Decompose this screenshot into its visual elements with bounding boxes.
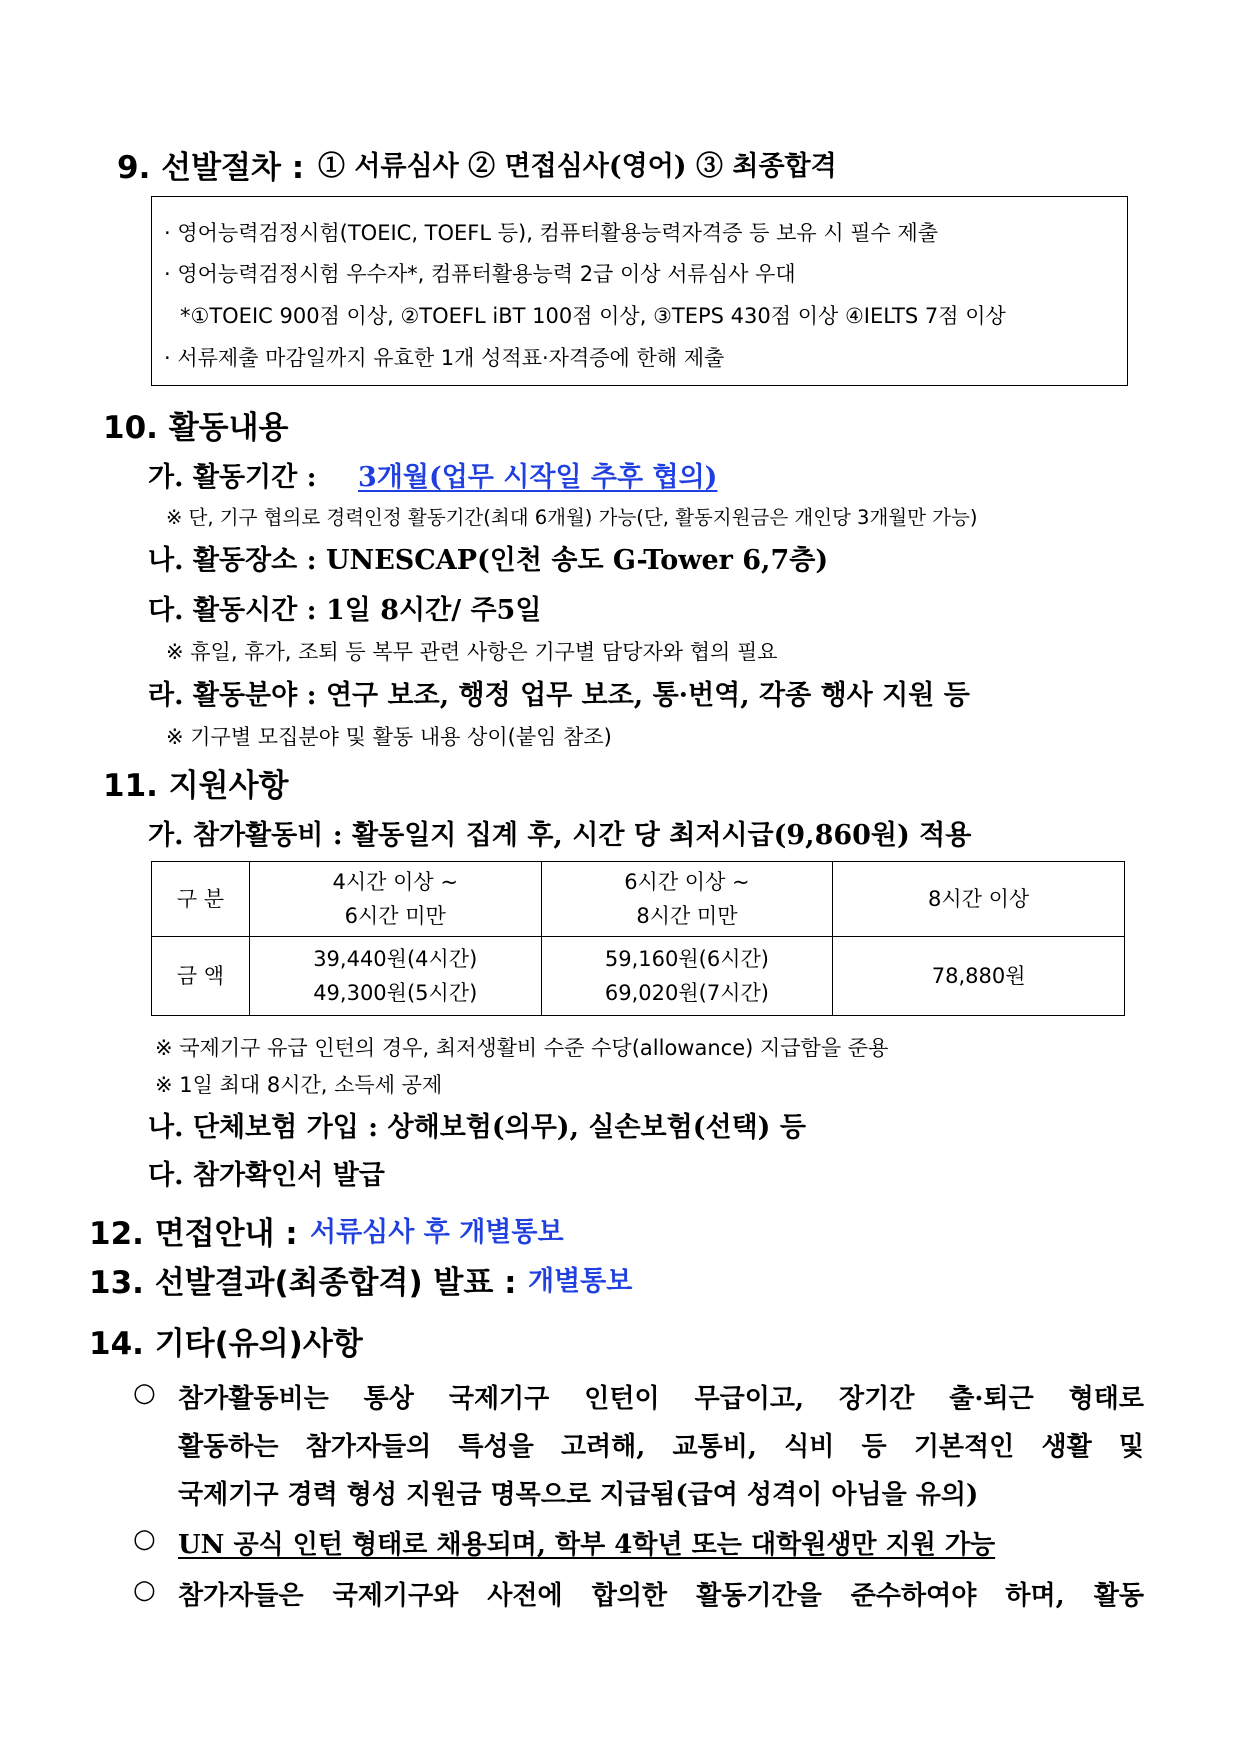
section-11-heading: 11. 지원사항 (103, 768, 289, 804)
amount-line: 59,160원(6시간) (604, 947, 769, 971)
interview-notice-value: 서류심사 후 개별통보 (310, 1217, 564, 1248)
header-line: 6시간 이상 ~ (624, 870, 750, 894)
payment-table (151, 861, 1125, 1016)
table-cell-4to6 (249, 937, 541, 1016)
amount-line: 69,020원(7시간) (604, 981, 769, 1005)
section-9-heading: 9. 선발절차 : (117, 150, 305, 186)
table-header-category: 구 분 (152, 862, 250, 937)
header-line: 6시간 미만 (344, 904, 446, 928)
notice-paragraph-1-line-3: 국제기구 경력 형성 지원금 명목으로 지급됨(급여 성격이 아님을 유의) (178, 1480, 979, 1510)
section-14-heading: 14. 기타(유의)사항 (89, 1326, 363, 1362)
table-header-6to8 (541, 862, 833, 937)
requirement-line: · 영어능력검정시험(TOEIC, TOEFL 등), 컴퓨터활용능력자격증 등 보유 시 필수 제출 (164, 221, 939, 245)
activity-period-note: ※ 단, 기구 협의로 경력인정 활동기간(최대 6개월) 가능(단, 활동지원금은 개인당 3개월만 가능) (166, 506, 978, 529)
activity-period-label: 가. 활동기간 : (148, 462, 317, 493)
participation-certificate: 다. 참가확인서 발급 (148, 1160, 385, 1191)
notice-paragraph-1-line-2: 활동하는 참가자들의 특성을 고려해, 교통비, 식비 등 기본적인 생활 및 (178, 1432, 1144, 1462)
requirement-footnote: *①TOEIC 900점 이상, ②TOEFL iBT 100점 이상, ③TEPS 430점 이상 ④IELTS 7점 이상 (180, 304, 1006, 328)
participation-fee: 가. 참가활동비 : 활동일지 집계 후, 시간 당 최저시급(9,860원) 적용 (148, 820, 972, 851)
section-13-heading: 13. 선발결과(최종합격) 발표 : (89, 1265, 517, 1301)
bullet-icon: ○ (133, 1378, 156, 1408)
amount-line: 39,440원(4시간) (313, 947, 478, 971)
table-header-4to6 (249, 862, 541, 937)
table-row-label-amount: 금 액 (152, 937, 250, 1016)
activity-hours-note: ※ 휴일, 휴가, 조퇴 등 복무 관련 사항은 기구별 담당자와 협의 필요 (166, 640, 778, 664)
header-line: 4시간 이상 ~ (332, 870, 458, 894)
table-cell-8plus: 78,880원 (833, 937, 1125, 1016)
notice-paragraph-1-line-1: 참가활동비는 통상 국제기구 인턴이 무급이고, 장기간 출·퇴근 형태로 (178, 1384, 1144, 1414)
notice-paragraph-3: 참가자들은 국제기구와 사전에 합의한 활동기간을 준수하여야 하며, 활동 (178, 1581, 1144, 1611)
section-12-heading: 12. 면접안내 : (89, 1216, 298, 1252)
requirements-box (151, 196, 1128, 386)
result-notice-value: 개별통보 (528, 1266, 633, 1297)
bullet-icon: ○ (133, 1524, 156, 1554)
activity-place: 나. 활동장소 : UNESCAP(인천 송도 G-Tower 6,7층) (148, 545, 829, 576)
bullet-icon: ○ (133, 1575, 156, 1605)
activity-field: 라. 활동분야 : 연구 보조, 행정 업무 보조, 통·번역, 각종 행사 지원 등 (148, 680, 970, 711)
selection-steps: ① 서류심사 ② 면접심사(영어) ③ 최종합격 (318, 151, 837, 182)
tax-note: ※ 1일 최대 8시간, 소득세 공제 (155, 1073, 443, 1097)
group-insurance: 나. 단체보험 가입 : 상해보험(의무), 실손보험(선택) 등 (148, 1112, 806, 1143)
header-line: 8시간 미만 (636, 904, 738, 928)
requirement-line: · 서류제출 마감일까지 유효한 1개 성적표·자격증에 한해 제출 (164, 346, 725, 370)
requirement-line: · 영어능력검정시험 우수자*, 컴퓨터활용능력 2급 이상 서류심사 우대 (164, 262, 796, 286)
section-10-heading: 10. 활동내용 (103, 410, 289, 446)
table-cell-6to8 (541, 937, 833, 1016)
notice-paragraph-2: UN 공식 인턴 형태로 채용되며, 학부 4학년 또는 대학원생만 지원 가능 (178, 1530, 996, 1560)
amount-line: 49,300원(5시간) (313, 981, 478, 1005)
activity-period-value: 3개월(업무 시작일 추후 협의) (358, 462, 718, 493)
activity-hours: 다. 활동시간 : 1일 8시간/ 주5일 (148, 595, 542, 626)
activity-field-note: ※ 기구별 모집분야 및 활동 내용 상이(붙임 참조) (166, 725, 612, 749)
table-header-8plus: 8시간 이상 (833, 862, 1125, 937)
allowance-note: ※ 국제기구 유급 인턴의 경우, 최저생활비 수준 수당(allowance) 지급함을 준용 (155, 1036, 889, 1060)
